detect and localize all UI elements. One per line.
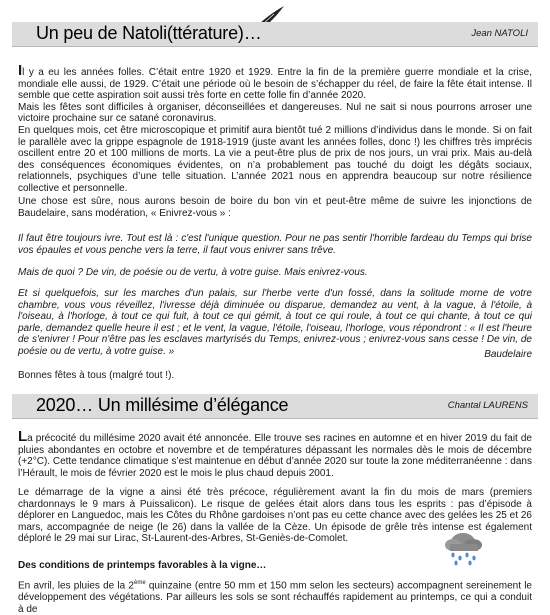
paragraph-text: l y a eu les années folles. C’était entre 1920 et 1929. Entre la fin de la première guerre mondiale et la crise, mondiale elle aussi, de 1929. C’était une période où le besoin de s’échapper du réel, de faire la fête était intense. Il semble que cette aspiration soit aussi très forte en cette folle fin d’année 2020. — [18, 67, 532, 102]
signature — [18, 349, 532, 361]
drop-cap: I — [18, 62, 23, 79]
section-author: Chantal LAURENS — [447, 400, 528, 411]
quote-text: Et si quelquefois, sur les marches d'un palais, sur l'herbe verte d'un fossé, dans la solitude morne de votre chambre, vous vous réveillez, l'ivresse déjà diminuée ou disparue, demandez au vent, à la vague, à l'étoile, à l'oiseau, à l'horloge, à tout ce qui fuit, à tout ce qui gémit, à tout ce qui roule, à tout ce qui chante, à tout ce qui parle, demandez quelle heure il est ; et le vent, la vague, l'étoile, l'oiseau, l'horloge, vous répondront : « Il est l'heure de s'enivrer ! Pour n'être pas les esclaves martyrisés du Temps, enivrez-vous ; enivrez-vous sans cesse ! De vin, de poésie ou de vertu, à votre guise. » — [18, 288, 532, 357]
quote — [18, 267, 532, 279]
paragraph-text: a précocité du millésime 2020 avait été annoncée. Elle trouve ses racines en automne et en hiver 2019 du fait de pluies abondantes en octobre et novembre et de températures dépassant les normales dès le mois de décembre (+2°C). Cette tendance climatique s’est maintenue en début d’année 2020 sur toute la zone méditerranéenne : dans l’Hérault, le mois de février 2020 est le mois le plus chaud depuis 2001. — [18, 433, 532, 479]
paragraph-text: Le démarrage de la vigne a ainsi été très précoce, régulièrement avant la fin du mois de mars (premiers chardonnays le 9 mars à Puissalicon). Le risque de gelées était alors dans tous les esprits : pas d’épisode à déplorer en Languedoc, mais les Côtes du Rhône gardoises n’ont pas eu cette chance avec des gelées les 25 et 26 mars, accompagnée de neige (le 26) dans la vallée de la Cèze. Un épisode de grêle très intense est également déploré le 29 mai sur Lirac, St-Laurent-des-Arbres, St-Geniès-de-Comolet. — [18, 487, 532, 545]
quote — [18, 233, 532, 256]
drop-cap: L — [18, 428, 28, 445]
paragraph-text: Mais les fêtes sont difficiles à organiser, déconseillées et dangereuses. Nul ne sait si nous pourrons arroser une victoire prochaine sur ce satané coronavirus. — [18, 101, 532, 125]
section-title: Un peu de Natoli(ttérature)… — [36, 23, 262, 43]
paragraph — [18, 428, 532, 479]
subheading — [18, 560, 532, 572]
section-header-laurens — [12, 394, 538, 419]
paragraph-text: quinzaine (entre 50 mm et 150 mm selon les secteurs) accompagnent sereinement le développement des végétations. Par ailleurs les sols se sont réchauffés rapidement au printemps, ce qui a conduit à de — [18, 580, 532, 615]
quote-text: Mais de quoi ? De vin, de poésie ou de vertu, à votre guise. Mais enivrez-vous. — [18, 267, 368, 278]
closing-line — [18, 370, 532, 382]
quote-signature: Baudelaire — [484, 349, 532, 360]
section-header-natoli — [12, 22, 538, 47]
subheading-text: Des conditions de printemps favorables à la vigne… — [18, 560, 267, 571]
section-title: 2020… Un millésime d’élégance — [36, 395, 289, 415]
paragraph-text: Une chose est sûre, nous aurons besoin de boire du bon vin et peut-être même de suivre les injonctions de Baudelaire, sans modération, « Enivrez-vous » : — [18, 196, 532, 219]
quote — [18, 288, 532, 358]
section-author: Jean NATOLI — [471, 28, 528, 39]
paragraph — [18, 196, 532, 219]
paragraph-text: En quelques mois, cet être microscopique et primitif aura bientôt tué 2 millions d’individus dans le monde. Si on fait le parallèle avec la grippe espagnole de 1918-1919 (juste avant les années folles, donc !) les chiffres très imprécis oscillent entre 20 et 100 millions de morts. La vie a peut-être plus de prix de nos jours, un vrai prix. Mais au-delà des conséquences économiques évidentes, on n’a probablement pas touché du doigt les dégâts sociaux, relationnels, psychiques d’une telle situation. L’année 2021 nous en apprendra beaucoup sur notre résilience collective et personnelle. — [18, 124, 532, 194]
paragraph — [18, 578, 532, 615]
superscript: ème — [133, 580, 146, 586]
quote-text: Il faut être toujours ivre. Tout est là : c'est l'unique question. Pour ne pas sentir l'horrible fardeau du Temps qui brise vos épaules et vous penche vers la terre, il faut vous enivrer sans trêve. — [18, 233, 532, 256]
closing-text: Bonnes fêtes à tous (malgré tout !). — [18, 370, 175, 381]
paragraph — [18, 62, 532, 195]
paragraph-text: En avril, les pluies de la 2 — [18, 580, 134, 592]
